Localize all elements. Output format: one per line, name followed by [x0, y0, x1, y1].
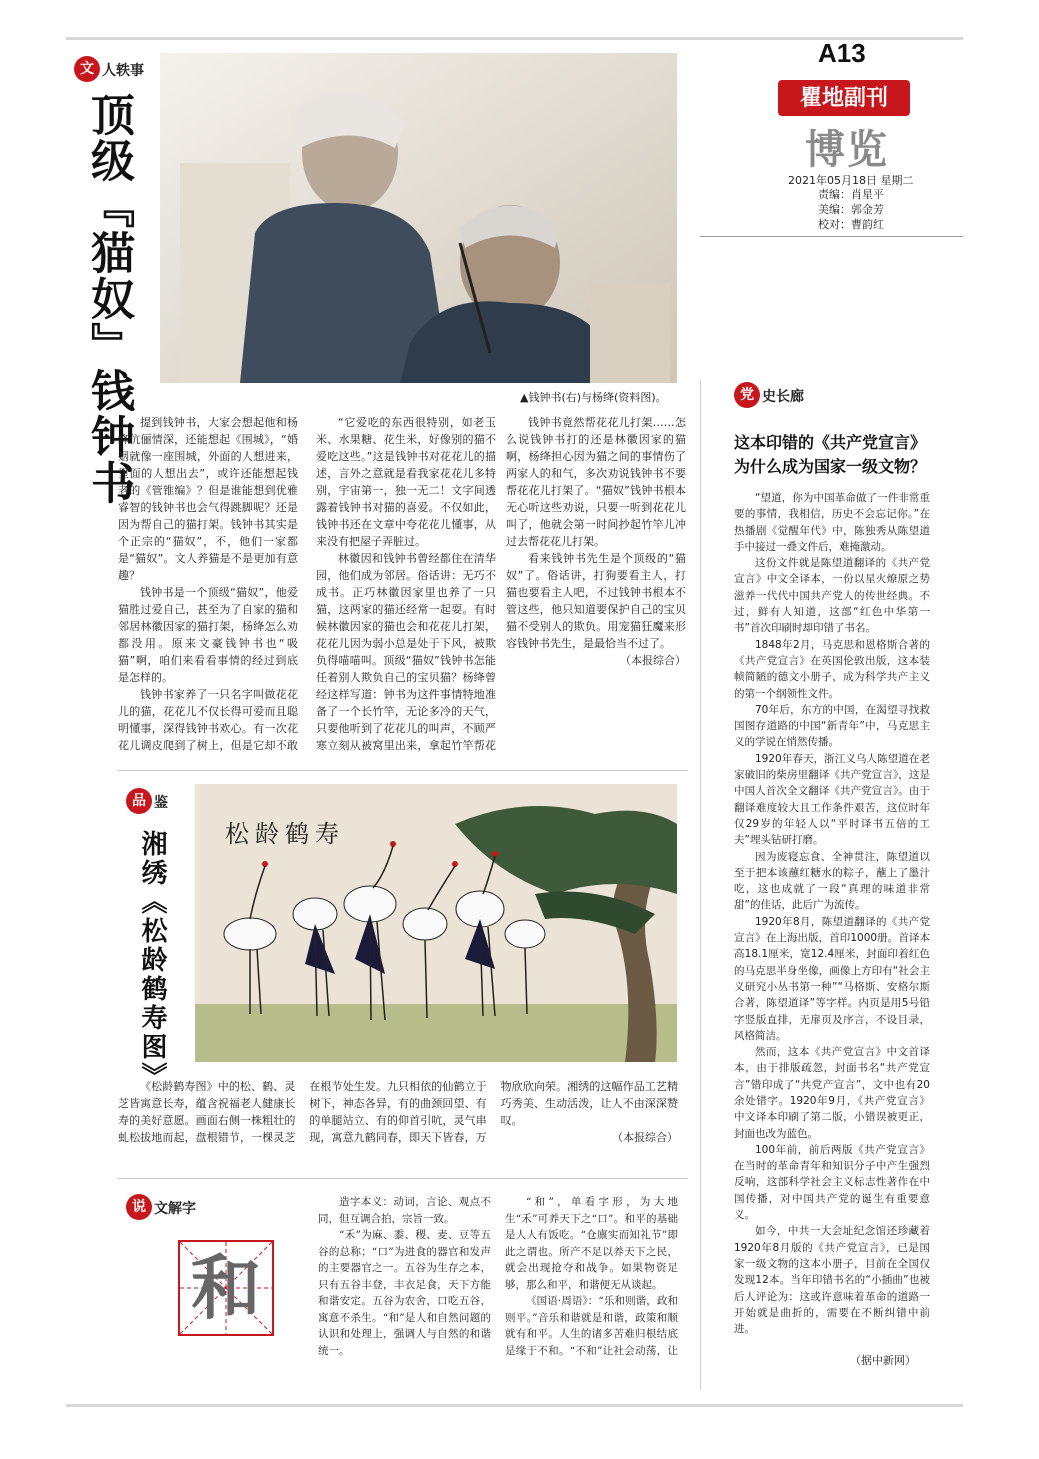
- paragraph: 造字本义：动词，言论、观点不同，但互调合拍，宗旨一致。: [318, 1196, 491, 1225]
- article-title: 湘绣《松龄鹤寿图》: [137, 830, 167, 1091]
- source-note: （本报综合）: [620, 654, 686, 667]
- paragraph: 林徽因和钱钟书曾经都住在清华园，他们成为邻居。俗话讲：无巧不成书。正巧林徽因家里也养了一只猫，这两家的猫还经常一起耍。有时候林徽因家的猫也会和花花儿打架，花花儿因为弱小总是处于下风，被欺负得喵喵叫。顶级“猫奴”钱钟书怎能任着别人欺负自己的宝贝猫？杨绛曾经这样写道：钟书为这件事情特地准备了一个长竹竿，无论多冷的天气，只要他听到了花花儿的叫声，不顾严寒立刻从被窝里出来，拿起竹竿帮花: [316, 552, 496, 752]
- paragraph: 因为废寝忘食、全神贯注，陈望道以至于把本该蘸红糖水的粽子，蘸上了墨汁吃，这也成就了一段“真理的味道非常甜”的佳话，此后广为流传。: [734, 850, 930, 912]
- paragraph: 看来钱钟书先生是个顶级的“猫奴”了。俗话讲，打狗要看主人，打猫也要看主人吧，不过钱钟书根本不管这些，他只知道要保护自己的宝贝猫不受别人的欺负。用宠猫狂魔来形容钱钟书先生，是最恰当不过了。: [506, 552, 686, 650]
- paragraph: 100年前，前后两版《共产党宣言》在当时的革命青年和知识分子中产生强烈反响，这部科学社会主义标志性著作在中国传播，对中国共产党的诞生有重要意义。: [734, 1143, 930, 1222]
- column-name: 文解字: [154, 1201, 196, 1217]
- article4-text: [734, 490, 930, 1348]
- photo-caption: ▲钱钟书(右)与杨绛(资料图)。: [520, 391, 667, 404]
- paragraph: 然而，这本《共产党宣言》中文首译本，由于排版疏忽，封面书名“共产党宣言”错印成了“共党产宣言”，文中也有20余处错字。1920年9月，《共产党宣言》中文译本印刷了第二版，小错误被更正，封面也改为蓝色。: [734, 1046, 930, 1140]
- paragraph: “望道，你为中国革命做了一件非常重要的事情，我相信，历史不会忘记你。”在热播剧《觉醒年代》中，陈独秀从陈望道手中接过一叠文件后，难掩激动。: [734, 492, 930, 553]
- column-badge: 说: [126, 1194, 152, 1220]
- column-badge: 品: [126, 788, 152, 814]
- bottom-rule: [66, 1404, 963, 1407]
- source-note: （本报综合）: [611, 1131, 678, 1144]
- paragraph: 《国语·周语》：“乐和则谐，政和则平。”音乐和谐就是和谐，政策和顺就有和平。人生的诸多苦难归根结底是缘于不和。“不和”让社会动荡，让: [505, 1295, 678, 1357]
- embroidery-image: [195, 784, 677, 1062]
- article1-col2: [316, 414, 496, 754]
- paragraph: 1848年2月，马克思和恩格斯合著的《共产党宣言》在英国伦敦出版，这本装帧简陋的德文小册子，成为科学共产主义的第一个纲领性文件。: [734, 638, 930, 700]
- photo-qian-yang: [160, 53, 677, 383]
- source-note: （据中新网）: [850, 1354, 916, 1367]
- column-badge: 文: [74, 56, 100, 82]
- paragraph: 《松龄鹤寿图》中的松、鹤、灵芝皆寓意长寿，蕴含祝福老人健康长寿的美好意愿。画面右侧一株粗壮的虬松拔地而起，盘根错节，一棵灵芝在根节处生发。九只相依的仙鹤立于树下，神态各异，有的曲颈回望、有的单腿站立、有的仰首引吭，灵气串现，寓意九鹤同春，即天下皆春，万物欣欣向荣。湘绣的这幅作品工艺精巧秀美、生动活泼，让人不由深深赞叹。: [118, 1080, 678, 1144]
- character-grid: [178, 1240, 274, 1336]
- paragraph: 70年后，东方的中国，在渴望寻找救国图存道路的中国“新青年”中，马克思主义的学说在悄然传播。: [734, 703, 930, 749]
- paragraph: 钱钟书家养了一只名字叫做花花儿的猫，花花儿不仅长得可爱而且聪明懂事，深得钱钟书欢心。有一次花花儿调皮爬到了树上，但是它却不敢: [118, 688, 298, 752]
- column-badge: 党: [734, 382, 760, 408]
- proofreader-credit: 校对：曹韵红: [818, 218, 884, 231]
- supplement-logo: 瞿地副刊: [778, 80, 910, 116]
- paragraph: 提到钱钟书，大家会想起他和杨绛伉俪情深，还能想起《围城》，“婚姻就像一座围城，外面的人想进来，里面的人想出去”，或许还能想起钱老的《管锥编》？但是谁能想到优雅睿智的钱钟书也会气得跳脚呢？还是因为帮自己的猫打架。钱钟书其实是个正宗的“猫奴”，不，他们一家都是“猫奴”。文人养猫是不是更加有意趣？: [118, 416, 298, 582]
- section-divider: [118, 1178, 688, 1179]
- painting-inscription: 松龄鹤寿: [225, 820, 345, 848]
- paragraph: 1920年8月，陈望道翻译的《共产党宣言》在上海出版，首印1000册。首译本高18.1厘米，宽12.4厘米，封面印着红色的马克思半身坐像，画像上方印有“社会主义研究小丛书第一种”“马格斯、安格尔斯合著，陈望道译”等字样。内页是用5号铅字竖版直排，无扉页及序言，不设目录，风格简洁。: [734, 915, 930, 1042]
- featured-character: 和: [191, 1246, 261, 1329]
- paragraph: 这份文件就是陈望道翻译的《共产党宣言》中文全译本，一份以星火燎原之势滋养一代代中国共产党人的传世经典。不过，鲜有人知道，这部“红色中华第一书”首次印刷时却印错了书名。: [734, 557, 930, 635]
- section-title: 博览: [805, 126, 889, 173]
- paragraph: 如今，中共一大会址纪念馆还珍藏着1920年8月版的《共产党宣言》，已是国家一级文物的这本小册子，目前在全国仅发现12本。当年印错书名的“小插曲”也被后人评论为：这或许意味着革命的道路一开始就是曲折的，需要在不断纠错中前进。: [734, 1225, 930, 1336]
- column-separator: [700, 380, 701, 1390]
- article-title: 顶级『猫奴』钱钟书: [83, 92, 134, 506]
- column-name: 史长廊: [762, 389, 804, 405]
- article3-text: [318, 1194, 678, 1382]
- date-line: 2021年05月18日 星期二: [788, 174, 914, 187]
- headline-line2: 为什么成为国家一级文物？: [734, 457, 927, 476]
- editor-credit: 责编：肖星平: [818, 188, 884, 201]
- paragraph: “它爱吃的东西很特别，如老玉米、水果糖、花生米，好像别的猫不爱吃这些。”这是钱钟书对花花儿的描述，言外之意就是看我家花花儿多特别，宇宙第一，独一无二！文字间透露着钱钟书对猫的喜爱。不仅如此，钱钟书还在文章中夸花花儿懂事，从来没有把屋子弄脏过。: [316, 416, 496, 548]
- column-name: 鉴: [154, 795, 168, 811]
- paragraph: “禾”为麻、黍、稷、麦、豆等五谷的总称；“口”为进食的器官和发声的主要器官之一。五谷为生存之本，只有五谷丰登，丰衣足食，天下方能和谐安定。五谷为农舍，口吃五谷，寓意不杀生。“和”是人和自然问题的认识和处理上，强调人与自然的和谐统一。: [318, 1229, 491, 1357]
- paragraph: 1920年春天，浙江义乌人陈望道在老家破旧的柴房里翻译《共产党宣言》，这是中国人首次全文翻译《共产党宣言》。由于翻译难度较大且工作条件艰苦，这位时年仅29岁的年轻人以“平时译书五倍的工夫”埋头钻研打磨。: [734, 752, 930, 847]
- article1-col3: [506, 414, 686, 754]
- section-divider: [118, 770, 688, 771]
- paragraph: 钱钟书是一个顶级“猫奴”，他爱猫胜过爱自己，甚至为了自家的猫和邻居林徽因家的猫打架，杨绛怎么劝都没用。原来文豪钱钟书也“吸猫”啊，咱们来看看事情的经过到底是怎样的。: [118, 586, 298, 684]
- page-number: A13: [818, 38, 866, 68]
- column-name: 人轶事: [102, 63, 144, 79]
- paragraph: 钱钟书竟然帮花花儿打架……怎么说钱钟书打的还是林徽因家的猫啊，杨绛担心因为猫之间的事情伤了两家人的和气，多次劝说钱钟书不要帮花花儿打架了。“猫奴”钱钟书根本无心听这些劝说，只要一听到花花儿叫了，他就会第一时间抄起竹竿儿冲过去帮花花儿打架。: [506, 416, 686, 548]
- paragraph: “和”，单看字形，为大地生“禾”可养天下之“口”。和平的基础是人人有饭吃。“仓廪实而知礼节”即此之谓也。所产不足以养天下之民，就会出现抢夺和战争。如果物资足够，那么和平，和谐便无从谈起。: [505, 1196, 678, 1291]
- masthead-rule: [700, 236, 963, 237]
- designer-credit: 美编：郭金芳: [818, 203, 884, 216]
- photo-illustration: [160, 53, 677, 383]
- headline-line1: 这本印错的《共产党宣言》: [734, 433, 927, 452]
- article1-col1: [118, 414, 298, 754]
- article2-text: [118, 1078, 678, 1168]
